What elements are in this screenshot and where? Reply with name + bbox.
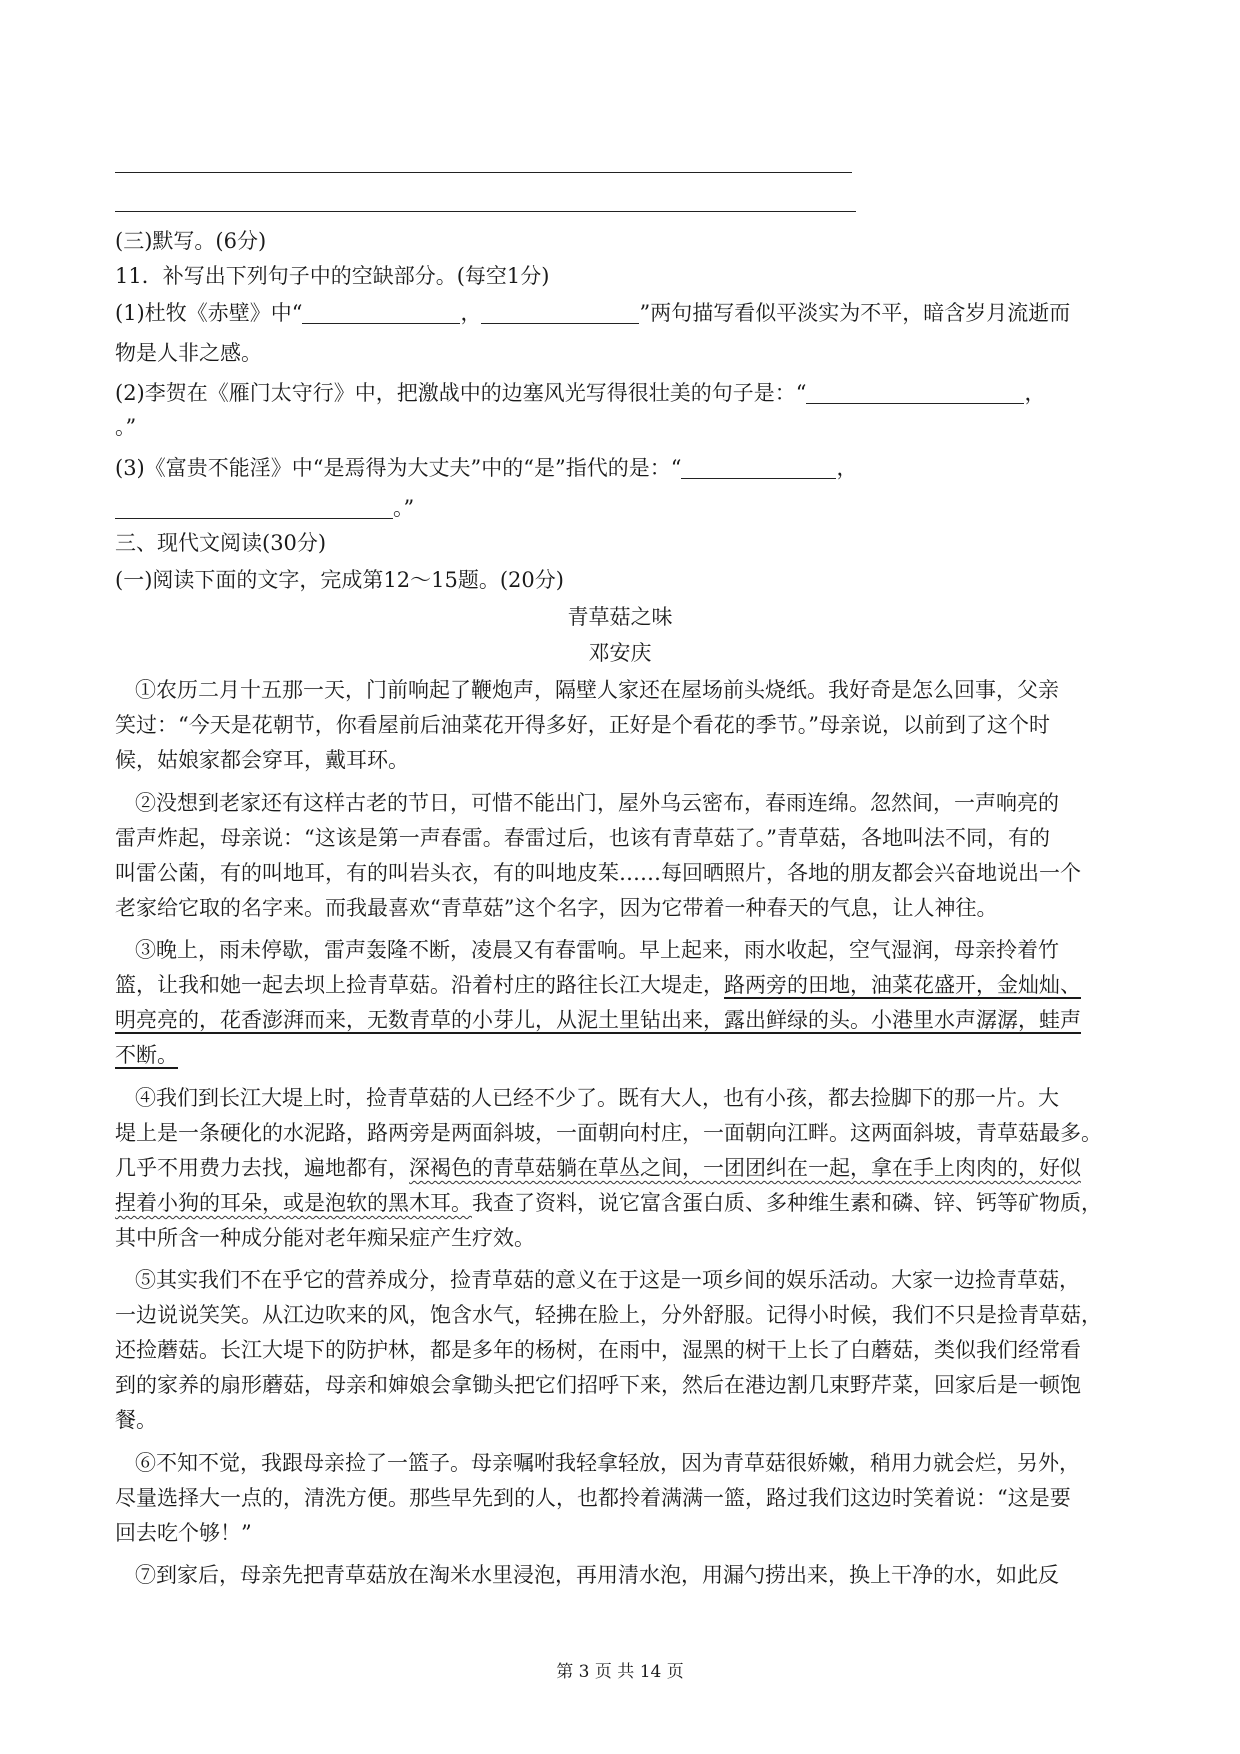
paragraph-line [115,1040,1125,1070]
item-text: ， [1024,381,1046,405]
paragraph-line: 老家给它取的名字来。而我最喜欢“青草菇”这个名字，因为它带着一种春天的气息，让人神往。 [115,896,998,920]
plain-text: 几乎不用费力去找，遍地都有， [115,1156,409,1180]
paragraph-line [115,1188,1125,1218]
fill-blank[interactable] [481,301,639,324]
paragraph-line: ⑦到家后，母亲先把青草菇放在淘米水里浸泡，再用清水泡，用漏勺捞出来，换上干净的水，如此反 [135,1563,1059,1587]
paragraph-line: ⑤其实我们不在乎它的营养成分，捡青草菇的意义在于这是一项乡间的娱乐活动。大家一边捡青草菇， [135,1268,1080,1292]
paragraph-line: 一边说说笑笑。从江边吹来的风，饱含水气，轻拂在脸上，分外舒服。记得小时候，我们不只是捡青草菇， [115,1303,1102,1327]
paragraph-line: 雷声炸起，母亲说：“这该是第一声春雷。春雷过后，也该有青草菇了。”青草菇，各地叫法不同，有的 [115,826,1050,850]
item-text: ， [836,456,858,480]
article-author: 邓安庆 [588,641,652,665]
item-text: (1)杜牧《赤壁》中“ [115,301,303,325]
fill-blank[interactable] [115,496,393,519]
section-heading-dictation: (三)默写。(6分) [115,229,267,253]
section-heading-modern: 三、现代文阅读(30分) [115,531,327,555]
item-text: (3)《富贵不能淫》中“是焉得为大丈夫”中的“是”指代的是：“ [115,456,682,480]
paragraph-line: 其中所含一种成分能对老年痴呆症产生疗效。 [115,1226,535,1250]
plain-text: 我查了资料，说它富含蛋白质、多种维生素和磷、锌、钙等矿物质， [472,1191,1102,1215]
fill-blank[interactable] [806,381,1024,404]
paragraph-line: 餐。 [115,1408,157,1432]
paragraph-line: 叫雷公菌，有的叫地耳，有的叫岩头衣，有的叫地皮茱……每回晒照片，各地的朋友都会兴奋地说出一个 [115,861,1081,885]
paragraph-line: 笑过：“今天是花朝节，你看屋前后油菜花开得多好，正好是个看花的季节。”母亲说，以前到了这个时 [115,713,1050,737]
paragraph-line: ③晚上，雨未停歇，雷声轰隆不断，凌晨又有春雷响。早上起来，雨水收起，空气湿润，母亲拎着竹 [135,938,1059,962]
paragraph-line: 候，姑娘家都会穿耳，戴耳环。 [115,748,409,772]
page-footer: 第 3 页 共 14 页 [556,1662,684,1682]
item-text: ”两句描写看似平淡实为不平，暗含岁月流逝而 [639,301,1071,325]
part-one-heading: (一)阅读下面的文字，完成第12～15题。(20分) [115,568,564,592]
wavy-underlined-passage: 深褐色的青草菇躺在草丛之间，一团团纠在一起，拿在手上肉肉的，好似 [409,1156,1081,1180]
paragraph-line: 到的家养的扇形蘑菇，母亲和婶娘会拿锄头把它们招呼下来，然后在港边割几束野芹菜，回家后是一顿饱 [115,1373,1081,1397]
item-text: (2)李贺在《雁门太守行》中，把激战中的边塞风光写得很壮美的句子是：“ [115,381,807,405]
underlined-passage: 明亮亮的，花香澎湃而来，无数青草的小芽儿，从泥土里钻出来，露出鲜绿的头。小港里水声潺潺，蛙声 [115,1008,1081,1032]
paragraph-line: 还捡蘑菇。长江大堤下的防护林，都是多年的杨树，在雨中，湿黑的树干上长了白蘑菇，类似我们经常看 [115,1338,1081,1362]
wavy-underlined-passage: 捏着小狗的耳朵，或是泡软的黑木耳。 [115,1191,472,1215]
question-11-item-2 [115,378,1125,408]
fill-blank[interactable] [302,301,460,324]
answer-line [115,211,856,212]
item-text: 。” [393,496,415,520]
underlined-passage: 路两旁的田地，油菜花盛开，金灿灿、 [724,973,1081,997]
question-11-item-1-cont: 物是人非之感。 [115,341,262,365]
question-11-stem: 11．补写出下列句子中的空缺部分。(每空1分) [115,264,550,288]
paragraph-line: ①农历二月十五那一天，门前响起了鞭炮声，隔壁人家还在屋场前头烧纸。我好奇是怎么回事，父亲 [135,678,1059,702]
paragraph-line: 回去吃个够！” [115,1521,252,1545]
question-11-item-2-cont: 。” [115,415,137,439]
paragraph-line: ⑥不知不觉，我跟母亲捡了一篮子。母亲嘱咐我轻拿轻放，因为青草菇很娇嫩，稍用力就会烂，另外， [135,1451,1080,1475]
underlined-passage: 不断。 [115,1043,178,1067]
plain-text: 篮，让我和她一起去坝上捡青草菇。沿着村庄的路往长江大堤走， [115,973,724,997]
question-11-item-1 [115,298,1125,328]
paragraph-line [115,1005,1125,1035]
paragraph-line: ④我们到长江大堤上时，捡青草菇的人已经不少了。既有大人，也有小孩，都去捡脚下的那一片。大 [135,1086,1059,1110]
paragraph-line: 尽量选择大一点的，清洗方便。那些早先到的人，也都拎着满满一篮，路过我们这边时笑着说：“这是要 [115,1486,1071,1510]
paragraph-line: ②没想到老家还有这样古老的节日，可惜不能出门，屋外乌云密布，春雨连绵。忽然间，一声响亮的 [135,791,1059,815]
answer-line [115,172,852,173]
question-11-item-3-cont [115,493,1125,523]
article-title: 青草菇之味 [567,605,673,629]
paragraph-line: 堤上是一条硬化的水泥路，路两旁是两面斜坡，一面朝向村庄，一面朝向江畔。这两面斜坡，青草菇最多。 [115,1121,1102,1145]
item-text: ， [460,301,482,325]
question-11-item-3 [115,453,1125,483]
paragraph-line [115,970,1125,1000]
paragraph-line [115,1153,1125,1183]
fill-blank[interactable] [681,456,836,479]
